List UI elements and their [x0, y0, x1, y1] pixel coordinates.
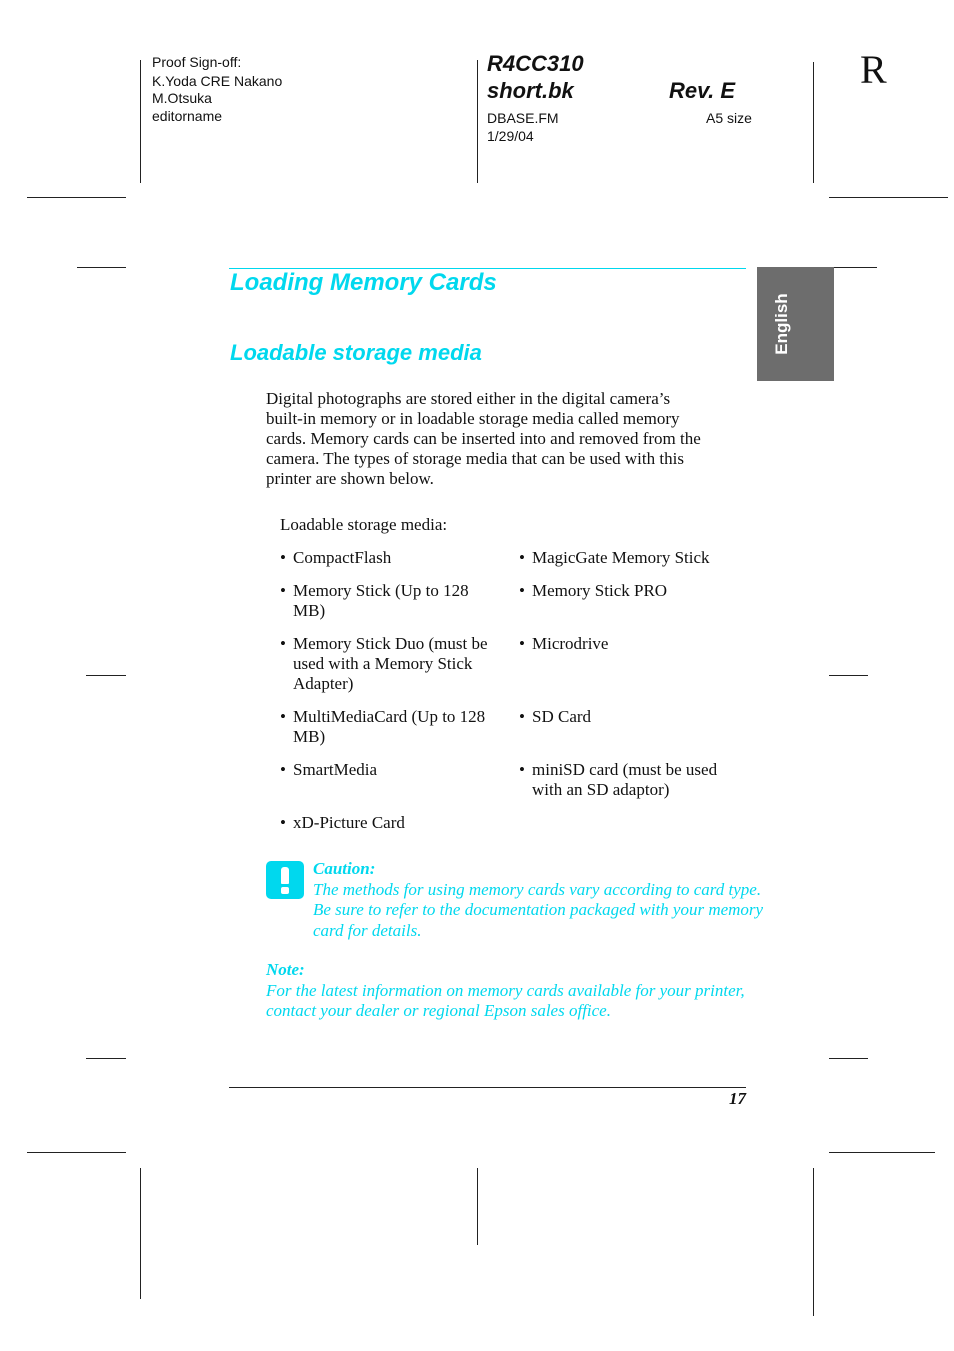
- list-item-text: MB): [293, 601, 326, 620]
- crop-mark: [140, 60, 141, 183]
- crop-mark: [27, 1152, 126, 1153]
- list-item-text: SD Card: [532, 707, 592, 726]
- crop-mark: [27, 197, 126, 198]
- crop-mark: [829, 267, 877, 268]
- note-line: contact your dealer or regional Epson sales office.: [266, 1001, 611, 1020]
- date: 1/29/04: [487, 128, 534, 144]
- list-item-text: xD-Picture Card: [293, 813, 405, 832]
- paragraph-line: built-in memory or in loadable storage media called memory: [266, 409, 680, 428]
- note-title: Note:: [266, 960, 305, 979]
- caution-line: The methods for using memory cards vary according to card type.: [313, 879, 762, 899]
- bullet-icon: •: [519, 548, 525, 567]
- paragraph-line: Digital photographs are stored either in the digital camera’s: [266, 389, 671, 408]
- crop-mark: [829, 1152, 935, 1153]
- language-tab: [757, 267, 834, 381]
- crop-mark: [140, 1168, 141, 1299]
- proof-signoff-name: editorname: [152, 108, 223, 124]
- list-item-text: with an SD adaptor): [532, 780, 670, 799]
- crop-mark: [813, 62, 814, 183]
- page-size: A5 size: [706, 110, 752, 126]
- crop-mark: [829, 197, 948, 198]
- list-item-text: MultiMediaCard (Up to 128: [293, 707, 486, 726]
- list-item-text: Memory Stick Duo (must be: [293, 634, 488, 653]
- book-file: short.bk: [487, 78, 574, 103]
- crop-mark: [86, 1058, 126, 1059]
- note-block: [266, 960, 746, 1022]
- note-line: For the latest information on memory cards available for your printer,: [266, 980, 745, 1000]
- frame-file: DBASE.FM: [487, 110, 559, 126]
- crop-mark: [86, 675, 126, 676]
- paragraph-line: cards. Memory cards can be inserted into and removed from the: [266, 429, 701, 448]
- book-code: R4CC310: [487, 51, 584, 76]
- list-item-text: Memory Stick PRO: [532, 581, 668, 600]
- list-item-text: Microdrive: [532, 634, 609, 653]
- caution-title: Caution:: [313, 859, 376, 878]
- paragraph-line: printer are shown below.: [266, 469, 434, 488]
- page-number: 17: [729, 1089, 746, 1108]
- caution-block: [313, 859, 764, 941]
- paragraph-line: camera. The types of storage media that can be used with this: [266, 449, 684, 468]
- corner-letter: R: [860, 47, 887, 92]
- list-item-text: miniSD card (must be used: [532, 760, 718, 779]
- crop-mark: [477, 60, 478, 183]
- proof-signoff-name: K.Yoda CRE Nakano: [152, 73, 283, 89]
- proof-signoff-label: Proof Sign-off:: [152, 54, 242, 70]
- crop-mark: [813, 1168, 814, 1316]
- list-item-text: MB): [293, 727, 326, 746]
- bullet-icon: •: [519, 707, 525, 726]
- list-item-text: MagicGate Memory Stick: [532, 548, 710, 567]
- caution-line: Be sure to refer to the documentation packaged with your memory: [313, 900, 764, 919]
- bullet-icon: •: [280, 548, 286, 567]
- footer-rule: [229, 1087, 746, 1088]
- list-item-text: Adapter): [293, 674, 354, 693]
- caution-icon: [266, 861, 304, 899]
- language-tab-label: English: [772, 293, 791, 355]
- crop-mark: [829, 675, 868, 676]
- bullet-icon: •: [519, 634, 525, 653]
- page-title: Loading Memory Cards: [230, 269, 497, 296]
- list-item-text: CompactFlash: [293, 548, 392, 567]
- list-item-text: SmartMedia: [293, 760, 378, 779]
- list-intro: Loadable storage media:: [280, 515, 448, 534]
- list-item-text: used with a Memory Stick: [293, 654, 473, 673]
- bullet-icon: •: [519, 581, 525, 600]
- bullet-icon: •: [280, 707, 286, 726]
- crop-mark: [77, 267, 126, 268]
- bullet-icon: •: [280, 760, 286, 779]
- bullet-icon: •: [280, 581, 286, 600]
- revision: Rev. E: [669, 78, 736, 103]
- crop-mark: [477, 1168, 478, 1245]
- bullet-icon: •: [519, 760, 525, 779]
- bullet-icon: •: [280, 813, 286, 832]
- crop-mark: [829, 1058, 868, 1059]
- list-item-text: Memory Stick (Up to 128: [293, 581, 469, 600]
- section-title: Loadable storage media: [230, 340, 482, 365]
- caution-line: card for details.: [313, 920, 422, 940]
- intro-paragraph: [266, 389, 746, 489]
- proof-signoff-name: M.Otsuka: [152, 90, 212, 106]
- bullet-icon: •: [280, 634, 286, 653]
